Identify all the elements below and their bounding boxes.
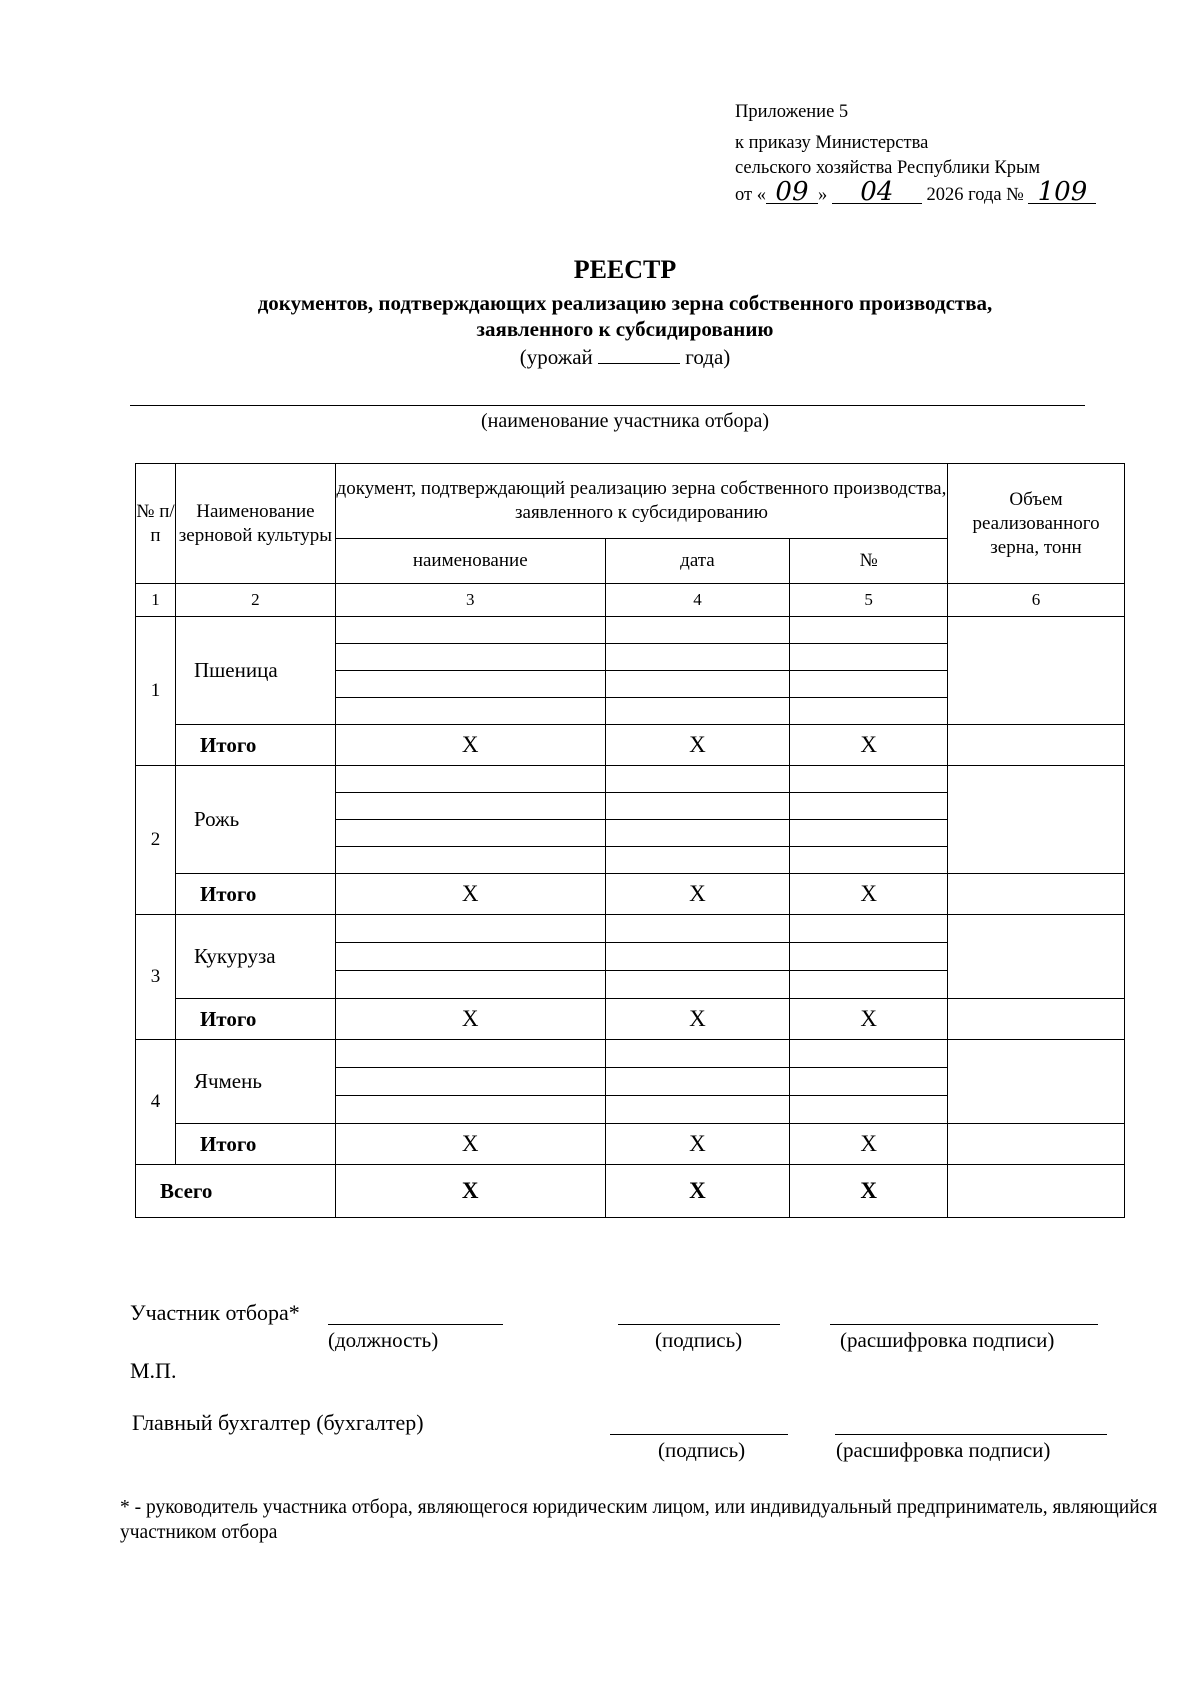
doc-date-cell[interactable] [605, 915, 790, 943]
accountant-decode-caption: (расшифровка подписи) [836, 1438, 1051, 1462]
doc-no-cell[interactable] [790, 847, 948, 874]
date-year: 2026 года № [926, 185, 1024, 205]
header-doc-name: наименование [335, 539, 605, 584]
col-number: 2 [175, 584, 335, 617]
x-mark: X [605, 999, 790, 1040]
doc-name-cell[interactable] [335, 847, 605, 874]
signature-line[interactable] [618, 1324, 780, 1325]
header-doc-date: дата [605, 539, 790, 584]
accountant-label: Главный бухгалтер (бухгалтер) [132, 1410, 424, 1435]
handwritten-month: 04 [832, 181, 922, 204]
subtotal-volume-cell[interactable] [948, 999, 1125, 1040]
x-mark: X [335, 874, 605, 915]
doc-date-cell[interactable] [605, 1096, 790, 1124]
doc-no-cell[interactable] [790, 971, 948, 999]
doc-name-cell[interactable] [335, 915, 605, 943]
volume-cell[interactable] [948, 766, 1125, 874]
doc-date-cell[interactable] [605, 766, 790, 793]
doc-name-cell[interactable] [335, 766, 605, 793]
subtotal-label: Итого [175, 874, 335, 915]
stamp-label: М.П. [130, 1358, 177, 1383]
crop-name: Ячмень [175, 1040, 335, 1124]
subtotal-label: Итого [175, 1124, 335, 1165]
doc-no-cell[interactable] [790, 943, 948, 971]
position-line[interactable] [328, 1324, 503, 1325]
x-mark: X [605, 725, 790, 766]
doc-no-cell[interactable] [790, 820, 948, 847]
doc-date-cell[interactable] [605, 943, 790, 971]
volume-cell[interactable] [948, 915, 1125, 999]
col-number: 5 [790, 584, 948, 617]
document-subtitle [0, 290, 1200, 342]
participant-caption: (наименование участника отбора) [481, 410, 769, 432]
doc-date-cell[interactable] [605, 698, 790, 725]
appendix-line-3: сельского хозяйства Республики Крым [735, 158, 1041, 178]
crop-name: Пшеница [175, 617, 335, 725]
appendix-line-1: Приложение 5 [735, 102, 849, 122]
subtotal-volume-cell[interactable] [948, 725, 1125, 766]
row-num: 4 [136, 1040, 176, 1165]
doc-name-cell[interactable] [335, 671, 605, 698]
doc-date-cell[interactable] [605, 1068, 790, 1096]
accountant-decode-line[interactable] [835, 1434, 1107, 1435]
harvest-prefix: (урожай [519, 345, 593, 369]
subtotal-volume-cell[interactable] [948, 1124, 1125, 1165]
doc-name-cell[interactable] [335, 971, 605, 999]
x-mark: X [790, 874, 948, 915]
x-mark: X [605, 874, 790, 915]
grand-total-label: Всего [136, 1165, 336, 1218]
col-number: 4 [605, 584, 790, 617]
doc-name-cell[interactable] [335, 644, 605, 671]
doc-no-cell[interactable] [790, 915, 948, 943]
doc-no-cell[interactable] [790, 1068, 948, 1096]
date-mid: » [817, 185, 828, 205]
doc-name-cell[interactable] [335, 1096, 605, 1124]
x-mark: X [790, 1165, 948, 1218]
decode-caption: (расшифровка подписи) [840, 1328, 1055, 1352]
participant-label: Участник отбора* [130, 1300, 300, 1325]
volume-cell[interactable] [948, 1040, 1125, 1124]
header-volume: Объем реализованного зерна, тонн [948, 464, 1125, 584]
subtitle-line-2: заявленного к субсидированию [476, 317, 774, 341]
doc-name-cell[interactable] [335, 698, 605, 725]
doc-date-cell[interactable] [605, 820, 790, 847]
doc-name-cell[interactable] [335, 617, 605, 644]
row-num: 2 [136, 766, 176, 915]
x-mark: X [605, 1165, 790, 1218]
subtotal-label: Итого [175, 725, 335, 766]
subtitle-line-1: документов, подтверждающих реализацию зерна собственного производства, [257, 291, 993, 315]
appendix-line-2: к приказу Министерства [735, 133, 929, 153]
appendix-date-line [735, 177, 1096, 208]
doc-date-cell[interactable] [605, 971, 790, 999]
doc-date-cell[interactable] [605, 617, 790, 644]
handwritten-day: 09 [766, 181, 818, 204]
col-number: 1 [136, 584, 176, 617]
accountant-signature-line[interactable] [610, 1434, 788, 1435]
doc-no-cell[interactable] [790, 644, 948, 671]
doc-date-cell[interactable] [605, 671, 790, 698]
row-num: 3 [136, 915, 176, 1040]
crop-name: Рожь [175, 766, 335, 874]
doc-no-cell[interactable] [790, 766, 948, 793]
doc-no-cell[interactable] [790, 671, 948, 698]
grand-total-volume-cell[interactable] [948, 1165, 1125, 1218]
footnote: * - руководитель участника отбора, являющегося юридическим лицом, или индивидуальный предприниматель, являющийся участником отбора [120, 1497, 1158, 1543]
x-mark: X [790, 725, 948, 766]
x-mark: X [335, 999, 605, 1040]
crop-name: Кукуруза [175, 915, 335, 999]
registry-table [135, 463, 1125, 1218]
harvest-year-blank[interactable] [598, 347, 680, 364]
x-mark: X [335, 1124, 605, 1165]
doc-date-cell[interactable] [605, 793, 790, 820]
doc-no-cell[interactable] [790, 698, 948, 725]
x-mark: X [335, 1165, 605, 1218]
col-number: 3 [335, 584, 605, 617]
row-num: 1 [136, 617, 176, 766]
col-number: 6 [948, 584, 1125, 617]
accountant-signature-caption: (подпись) [658, 1438, 746, 1462]
header-num: № п/п [136, 464, 176, 584]
signature-caption: (подпись) [655, 1328, 743, 1352]
doc-no-cell[interactable] [790, 793, 948, 820]
doc-date-cell[interactable] [605, 644, 790, 671]
header-crop: Наименование зерновой культуры [175, 464, 335, 584]
participant-name-line[interactable] [130, 405, 1085, 406]
harvest-suffix: года) [685, 345, 731, 369]
date-prefix: от « [735, 185, 766, 205]
doc-name-cell[interactable] [335, 1040, 605, 1068]
doc-name-cell[interactable] [335, 943, 605, 971]
doc-name-cell[interactable] [335, 1068, 605, 1096]
volume-cell[interactable] [948, 617, 1125, 725]
x-mark: X [605, 1124, 790, 1165]
handwritten-order-number: 109 [1028, 181, 1096, 204]
doc-date-cell[interactable] [605, 1040, 790, 1068]
doc-no-cell[interactable] [790, 1040, 948, 1068]
doc-name-cell[interactable] [335, 820, 605, 847]
document-title: РЕЕСТР [573, 255, 677, 284]
harvest-line [0, 345, 1200, 370]
doc-name-cell[interactable] [335, 793, 605, 820]
subtotal-label: Итого [175, 999, 335, 1040]
decode-line[interactable] [830, 1324, 1098, 1325]
doc-no-cell[interactable] [790, 617, 948, 644]
subtotal-volume-cell[interactable] [948, 874, 1125, 915]
appendix-block [735, 100, 1096, 208]
header-document-group: документ, подтверждающий реализацию зерна собственного производства, заявленного к субсидированию [335, 464, 947, 539]
x-mark: X [790, 999, 948, 1040]
doc-no-cell[interactable] [790, 1096, 948, 1124]
position-caption: (должность) [328, 1328, 439, 1352]
doc-date-cell[interactable] [605, 847, 790, 874]
header-doc-no: № [790, 539, 948, 584]
x-mark: X [335, 725, 605, 766]
x-mark: X [790, 1124, 948, 1165]
